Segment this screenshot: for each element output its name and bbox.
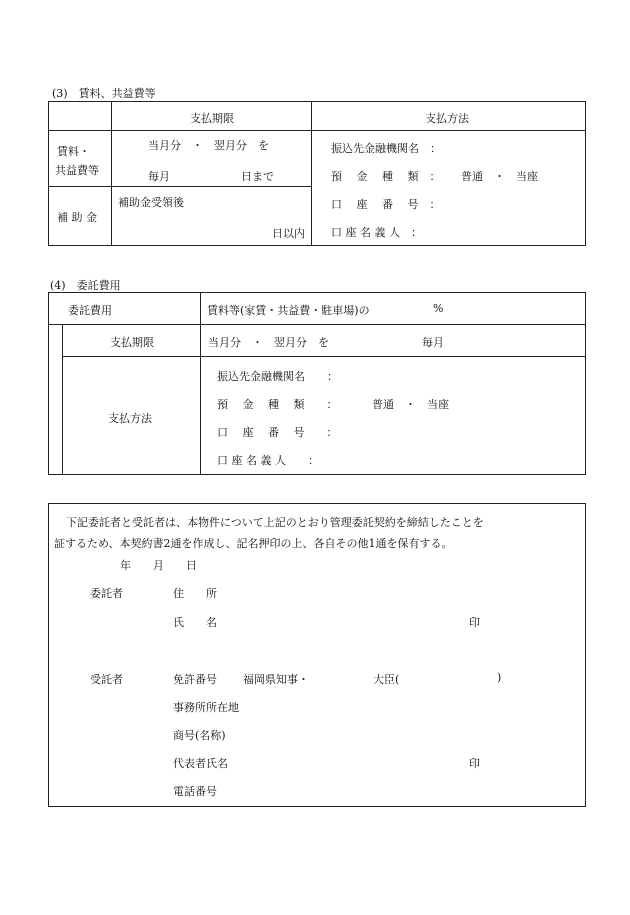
rent-deadline-line1: 当月分 ・ 翌月分 を [148,139,269,152]
trustee-license-label: 免許番号 [173,673,217,686]
trustee-governor: 福岡県知事・ [243,673,309,686]
trustee-label: 受託者 [90,673,123,686]
section4-fee-label: 委託費用 [68,304,112,317]
section3-deposit-type: 預 金 種 類 ： [331,170,441,183]
rent-label-line2: 共益費等 [55,164,99,177]
section3-account-holder: 口 座 名 義 人 ： [331,226,422,239]
section4-indent-line [62,324,63,475]
trustee-representative-label: 代表者氏名 [173,757,228,770]
section4-deposit-options: 普通 ・ 当座 [372,398,449,411]
subsidy-label: 補 助 金 [57,211,97,224]
consignor-address-label: 住 所 [173,587,217,600]
section3-header-divider [48,130,586,131]
section4-deadline-label: 支払期限 [110,336,154,349]
section4-fee-divider [48,324,586,325]
section4-account-holder: 口 座 名 義 人 ： [217,454,319,467]
section3-header-deadline: 支払期限 [190,112,234,125]
section4-account-number: 口 座 番 号 ： [217,426,338,439]
trustee-minister-close: ) [497,671,502,684]
section3-deposit-options: 普通 ・ 当座 [461,170,538,183]
trustee-seal: 印 [469,757,480,770]
section4-method-label: 支払方法 [108,412,152,425]
contract-line2: 証するため、本契約書2通を作成し、記名押印の上、各自その他1通を保有する。 [54,537,453,550]
rent-deadline-monthly: 毎月 [148,170,170,183]
consignor-name-label: 氏 名 [173,616,217,629]
section3-col-divider-2 [311,101,312,246]
section4-fee-percent: % [433,302,444,315]
section4-deadline-value: 当月分 ・ 翌月分 を [208,336,329,349]
rent-deadline-until: 日まで [241,170,274,183]
trustee-office-label: 事務所所在地 [173,701,239,714]
trustee-trade-name-label: 商号(名称) [173,729,226,742]
section3-title: (3) 賃料、共益費等 [52,87,156,100]
section4-bank-name: 振込先金融機関名 ： [217,370,338,383]
section3-row-divider [48,186,311,187]
subsidy-within: 日以内 [272,227,305,240]
section4-deadline-monthly: 毎月 [422,336,444,349]
trustee-minister: 大臣( [373,673,400,686]
section4-fee-value: 賃料等(家賃・共益費・駐車場)の [207,304,370,317]
section3-col-divider-1 [111,101,112,246]
consignor-seal: 印 [469,616,480,629]
section3-bank-name: 振込先金融機関名 ： [331,142,441,155]
trustee-phone-label: 電話番号 [173,785,217,798]
contract-line1: 下記委託者と受託者は、本物件について上記のとおり管理委託契約を締結したことを [66,516,484,529]
contract-date: 年 月 日 [120,559,197,572]
consignor-label: 委託者 [90,587,123,600]
section4-col-divider [200,292,201,475]
section4-deposit-type: 預 金 種 類 ： [217,398,338,411]
section3-account-number: 口 座 番 号 ： [331,198,441,211]
subsidy-received: 補助金受領後 [118,196,184,209]
section4-deadline-divider [62,356,586,357]
section4-title: (4) 委託費用 [50,279,121,292]
rent-label-line1: 賃料・ [57,145,90,158]
section3-header-method: 支払方法 [425,112,469,125]
